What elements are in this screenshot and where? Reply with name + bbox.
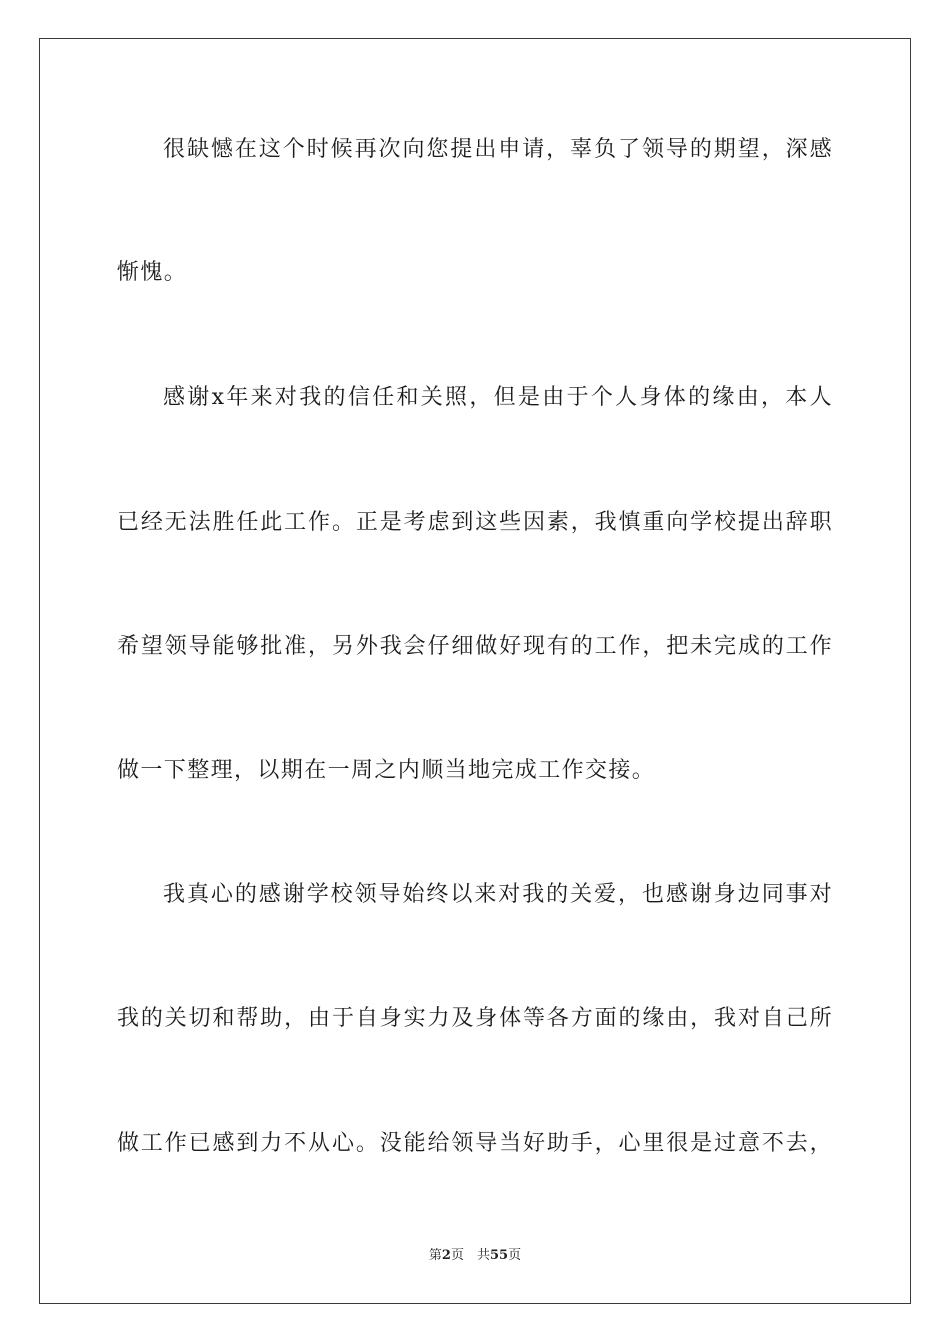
paragraph-line: 很缺憾在这个时候再次向您提出申请，辜负了领导的期望，深感 — [163, 137, 833, 162]
total-pages: 55 — [490, 1248, 509, 1263]
total-suffix: 页 — [508, 1248, 522, 1263]
paragraph-line: 惭愧。 — [117, 260, 188, 285]
page-footer — [0, 1247, 950, 1265]
paragraph-line: 做一下整理，以期在一周之内顺当地完成工作交接。 — [117, 758, 656, 783]
page-prefix: 第 — [428, 1248, 442, 1263]
paragraph-line: 做工作已感到力不从心。没能给领导当好助手，心里很是过意不去， — [117, 1131, 833, 1156]
page-suffix: 页 — [450, 1248, 464, 1263]
paragraph-line: 感谢x年来对我的信任和关照，但是由于个人身体的缘由，本人 — [163, 385, 833, 410]
paragraph-line: 已经无法胜任此工作。正是考虑到这些因素，我慎重向学校提出辞职 — [117, 510, 833, 535]
total-prefix: 共 — [476, 1248, 490, 1263]
page-border — [39, 38, 911, 1304]
page-number: 2 — [441, 1248, 451, 1263]
paragraph-line: 我的关切和帮助，由于自身实力及身体等各方面的缘由，我对自己所 — [117, 1006, 833, 1031]
paragraph-line: 我真心的感谢学校领导始终以来对我的关爱，也感谢身边同事对 — [163, 882, 833, 907]
paragraph-line: 希望领导能够批准，另外我会仔细做好现有的工作，把未完成的工作 — [117, 634, 833, 659]
